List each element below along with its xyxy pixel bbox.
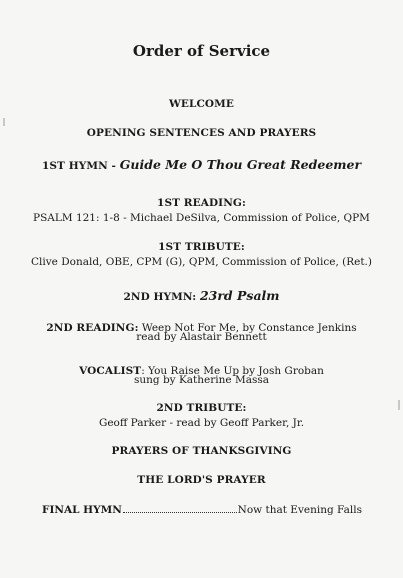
final-hymn-name: Now that Evening Falls xyxy=(237,504,362,516)
lords-prayer-heading: THE LORD'S PRAYER xyxy=(137,474,266,486)
thanksgiving-heading: PRAYERS OF THANKSGIVING xyxy=(111,445,292,457)
page-title: Order of Service xyxy=(132,42,271,60)
dotted-leader xyxy=(123,503,237,513)
final-hymn-label: FINAL HYMN xyxy=(42,504,122,516)
tribute2-label: 2ND TRIBUTE: xyxy=(156,402,247,414)
scan-mark xyxy=(3,118,5,126)
hymn2-label: 2ND HYMN: xyxy=(123,291,200,303)
vocalist-label: VOCALIST xyxy=(79,365,142,377)
tribute2-detail: Geoff Parker - read by Geoff Parker, Jr. xyxy=(98,417,305,429)
welcome-heading: WELCOME xyxy=(168,98,234,110)
hymn1-label: 1ST HYMN - xyxy=(41,160,120,172)
tribute1-label: 1ST TRIBUTE: xyxy=(158,241,245,253)
hymn2-line xyxy=(0,285,403,304)
tribute1-detail: Clive Donald, OBE, CPM (G), QPM, Commission of Police, (Ret.) xyxy=(30,256,372,268)
hymn1-line xyxy=(0,154,403,173)
reading2-label: 2ND READING: xyxy=(46,322,139,334)
hymn2-name: 23rd Psalm xyxy=(199,288,280,303)
reading1-label: 1ST READING: xyxy=(157,197,246,209)
hymn1-name: Guide Me O Thou Great Redeemer xyxy=(119,157,362,172)
reading2-reader: read by Alastair Bennett xyxy=(136,331,267,343)
vocalist-detail: : You Raise Me Up by Josh Groban xyxy=(141,365,324,377)
vocalist-singer: sung by Katherine Massa xyxy=(133,374,269,386)
reading2-detail: Weep Not For Me, by Constance Jenkins xyxy=(138,322,357,334)
opening-heading: OPENING SENTENCES AND PRAYERS xyxy=(86,127,317,139)
final-hymn-line xyxy=(42,503,362,516)
reading1-detail: PSALM 121: 1-8 - Michael DeSilva, Commission of Police, QPM xyxy=(33,212,370,224)
